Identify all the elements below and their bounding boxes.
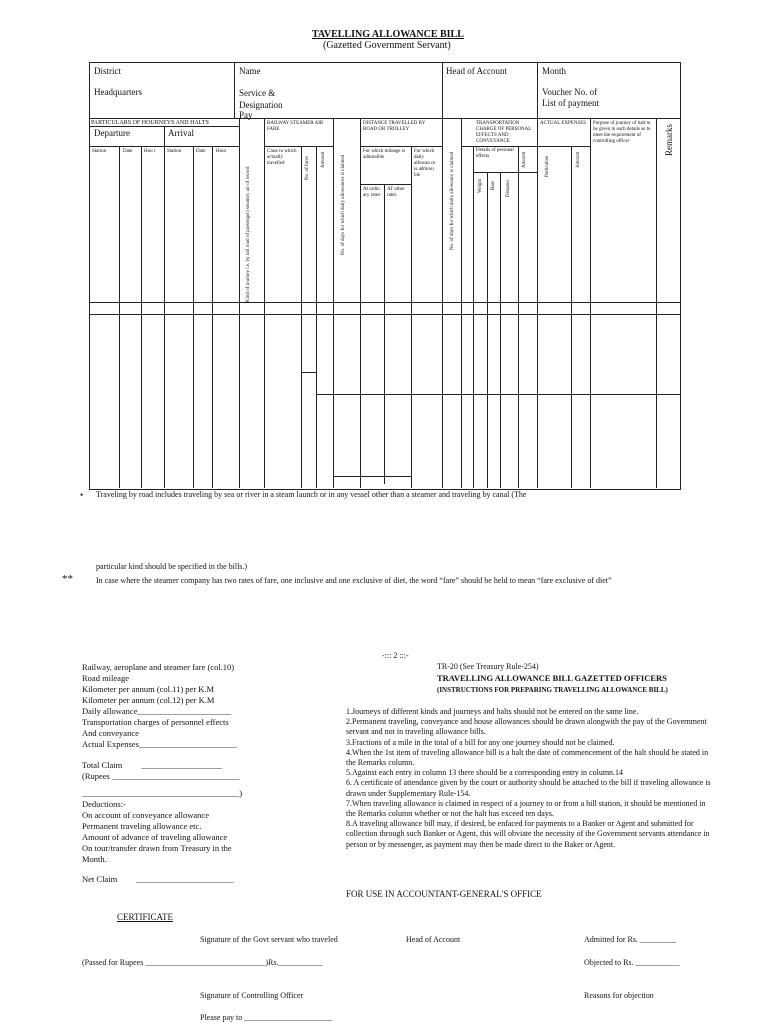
left-summary — [82, 662, 332, 885]
mileage-header: For which mileage is admissible — [363, 149, 406, 160]
particulars-header: PARTICULARS OF HOURNEYS AND HALTS — [91, 120, 209, 126]
certificate-heading: CERTIFICATE — [117, 912, 173, 922]
instruction-item: 1.Journeys of different kinds and journeys and halts should not be entered on the same line. — [346, 707, 639, 716]
instruction-item: 2.Permanent traveling, conveyance and house allowances should be drawn alongwith the pay of the Government servant and not in traveling allowance bills. — [346, 717, 707, 737]
summary-line: Kilometer per annum (col.11) per K.M — [82, 684, 215, 694]
actual-header: ACTUAL EXPENSES — [540, 121, 587, 126]
tr-ref: TR-20 (See Treasury Rule-254) — [437, 662, 539, 671]
summary-line: Kilometer per annum (col.12) per K.M — [82, 695, 215, 705]
instr-subtitle: (INSTRUCTIONS FOR PREPARING TRAVELLING ALLOWANCE BILL) — [437, 686, 668, 694]
no-of-fares-header: No. of fares — [305, 156, 310, 180]
amount2-header: Amount — [522, 151, 527, 168]
summary-line: And conveyance — [82, 728, 139, 738]
at-ordinary-header: At ordin ary rates — [363, 187, 381, 198]
station-header: Station — [92, 149, 107, 154]
deductions-line: Month. — [82, 854, 107, 864]
amount-header: Amount — [321, 151, 326, 168]
total-claim: Total Claim ___________________ — [82, 760, 223, 770]
month-label: Month — [542, 66, 567, 76]
weight-header: Weight — [478, 178, 483, 193]
date2-header: Date — [196, 149, 206, 154]
note-stars: ** — [62, 573, 73, 585]
summary-line: Railway, aeroplane and steamer fare (col.10) — [82, 662, 235, 672]
particulars2-header: Particulars — [545, 155, 550, 177]
date-header: Date — [123, 149, 133, 154]
instructions-list — [346, 707, 714, 850]
passed-for: (Passed for Rupees ______________________________)Rs.___________ — [82, 958, 323, 967]
instruction-item: 7.When traveling allowance is claimed in respect of a journey to or from a hill station, it should be mentioned in the Remarks column whether or not the halt has exceed ten days. — [346, 798, 706, 819]
signature-govt-servant: Signature of the Govt servant who traveled — [200, 935, 338, 944]
note-bullet-marker: • — [80, 490, 84, 500]
deductions-line: On tour/transfer drawn from Treasury in the — [82, 843, 232, 853]
deductions-line: Permanent traveling allowance etc. — [82, 821, 202, 831]
summary-line: Daily allowance______________________ — [82, 706, 231, 716]
deductions-line: On account of conveyance allowance — [82, 810, 209, 820]
note-bullet-text: Traveling by road includes traveling by sea or river in a steam launch or in any vessel other than a steamer and traveling by canal (The — [96, 490, 527, 499]
arrival-header: Arrival — [168, 128, 194, 138]
summary-line: Actual Expenses_______________________ — [82, 739, 237, 749]
amount3-header: Amount — [576, 151, 581, 168]
signature-controlling-officer: Signature of Controlling Officer — [200, 991, 304, 1000]
kind-of-journey-header: Kind of journey i.e. by rail road of passenger) steamer, air of record — [246, 166, 251, 302]
voucher-label: Voucher No. of — [542, 87, 598, 97]
at-other-header: AT other rates — [387, 187, 405, 198]
please-pay-to: Please pay to ______________________ — [200, 1013, 333, 1022]
objected-to: Objected to Rs. ___________ — [584, 958, 680, 967]
summary-line: Road mileage — [82, 673, 129, 683]
daily-allow-header: For which daily allowan ce is admissi ble — [414, 149, 436, 178]
admitted-for: Admitted for Rs. _________ — [584, 935, 676, 944]
purpose-header: Purpose of journey of halt to be given in each details as to meet the requirement of controlling officer — [593, 121, 651, 144]
note-stars-text: In case where the steamer company has two rates of fare, one inclusive and one exclusive of diet, the word “fare” should be held to mean “fare exclusive of diet” — [96, 576, 612, 585]
headquarters-label: Headquarters — [94, 87, 142, 97]
summary-line: Transportation charges of personnel effects — [82, 717, 229, 727]
hour-header: Hou r — [144, 149, 156, 154]
reasons-for-objection: Reasons for objection — [584, 991, 654, 1000]
deductions-line: Amount of advance of traveling allowance — [82, 832, 228, 842]
bill-title: TAVELLING ALLOWANCE BILL — [312, 29, 464, 40]
distance2-header: Distance — [506, 179, 511, 197]
accountant-office: FOR USE IN ACCOUNTANT-GENERAL'S OFFICE — [346, 889, 542, 899]
instruction-item: 3.Fractions of a mile in the total of a bill for any one journey should not be claimed. — [346, 737, 615, 747]
note-bullet-cont: particular kind should be specified in the bills.) — [96, 562, 248, 571]
railway-header: RAILWAY STEAMER AIR FARE — [267, 121, 324, 132]
transport-header: TRANSPORTATION CHARGE OF PERSONAL EFFECTS AND CONVEYANCE — [476, 121, 532, 144]
days-claimed2-header: No. of days for which daily allowance is claimed — [450, 151, 455, 250]
hour2-header: Hour — [216, 149, 227, 154]
instr-title: TRAVELLING ALLOWANCE BILL GAZETTED OFFICERS — [437, 673, 667, 683]
name-label: Name — [239, 66, 261, 76]
instruction-item: 8.A traveling allowance bill may, if desired, be enfaced for payments to a Banker or Agent and submitted for collection through such Banker or Agent, this will obviate the necessity of the Government servants attendance in person or by messenger, as payment may then be made direct to the Baker or Agent. — [346, 819, 710, 849]
details-header: Details of personal effects — [476, 148, 514, 159]
distance-header: DISTANCE TRAVELLED BY ROAD OR TROLLEY — [363, 121, 426, 132]
service-designation-label: Service & Designation — [239, 88, 283, 110]
departure-header: Departure — [94, 128, 130, 138]
instruction-item: 5.Against each entry in column 13 there should be a corresponding entry in column.14 — [346, 768, 624, 778]
rate-header: Rate — [491, 180, 496, 190]
bill-subtitle: (Gazetted Government Servant) — [323, 40, 451, 51]
rupees-close: _____________________________________) — [82, 788, 243, 798]
deductions-line: Deductions:- — [82, 799, 126, 809]
days-claimed-header: No. of days for which daily allowances is claimed — [341, 154, 346, 255]
class-header: Class in which actually travelled — [267, 149, 297, 166]
station2-header: Station — [167, 149, 182, 154]
instruction-item: 6. A certificate of attendance given by the court or authority should be attached to the bill if traveling allowance is drawn under Supplementary Rule-154. — [346, 778, 711, 798]
head-of-account-label: Head of Account — [446, 66, 507, 76]
net-claim: Net Claim _______________________ — [82, 874, 235, 884]
remarks-header: Remarks — [664, 124, 674, 156]
list-of-payment-label: List of payment — [542, 98, 599, 108]
instruction-item: 4.When the 1st item of traveling allowance bill is a halt the date of commencement of the halt should be stated in the Remarks column. — [346, 747, 709, 768]
district-label: District — [94, 66, 121, 76]
rupees-line: (Rupees ______________________________ — [82, 771, 240, 781]
pay-label: Pay — [239, 110, 253, 120]
head-of-account-bottom: Head of Account — [406, 935, 461, 944]
page-marker: -::: 2 :::- — [382, 651, 409, 660]
